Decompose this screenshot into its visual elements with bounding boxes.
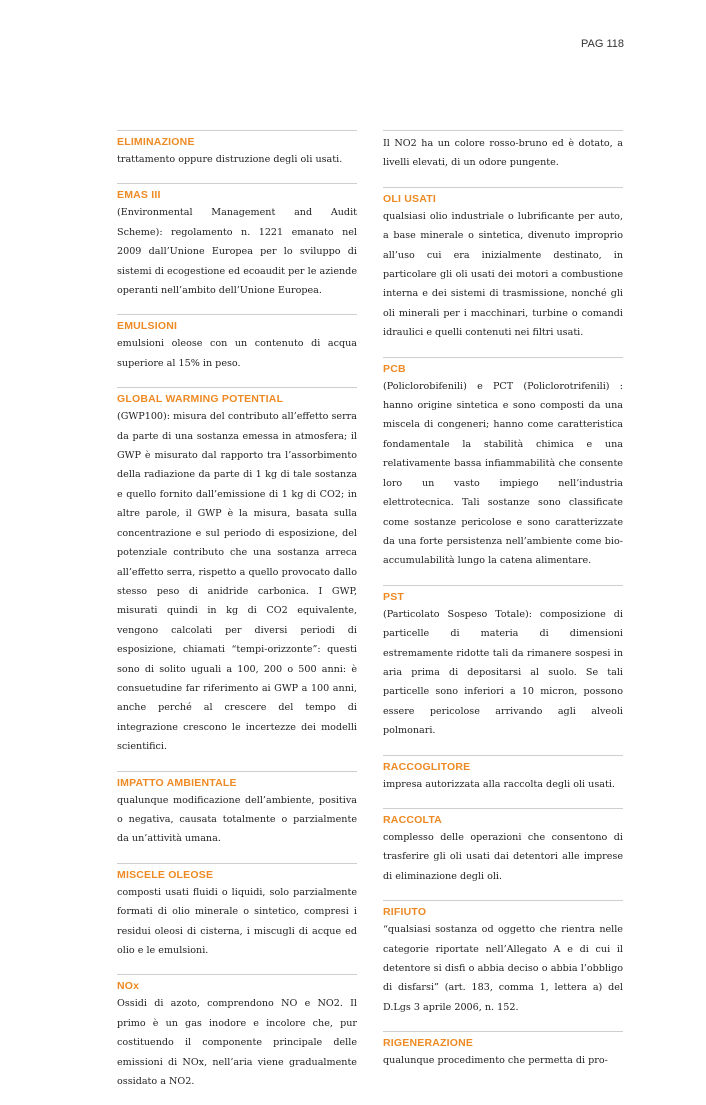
glossary-term: GLOBAL WARMING POTENTIAL xyxy=(117,393,284,406)
page-number: PAG 118 xyxy=(580,38,624,50)
glossary-term: ELIMINAZIONE xyxy=(117,136,195,148)
glossary-term: PCB xyxy=(383,362,406,375)
glossary-entry xyxy=(117,771,357,849)
glossary-entry xyxy=(383,187,623,343)
glossary-term: RIFIUTO xyxy=(383,906,427,919)
glossary-term: OLI USATI xyxy=(383,192,436,205)
glossary-definition: Ossidi di azoto, comprendono NO e NO2. Il primo è un gas inodore e incolore che, pur costituendo il componente principale delle emissioni di NOx, nell’aria viene gradualmente ossidato a NO2. xyxy=(117,998,357,1088)
glossary-entry xyxy=(117,863,357,961)
glossary-entry xyxy=(383,755,623,794)
glossary-definition: emulsioni oleose con un contenuto di acqua superiore al 15% in peso. xyxy=(117,338,357,369)
glossary-definition: (GWP100): misura del contributo all’effetto serra da parte di una sostanza emessa in atmosfera; il GWP è misurato dal rapporto tra l’assorbimento della radiazione da parte di 1 kg di tale sostanza e quello fornito dall’emissione di 1 kg di CO2; in altre parole, il GWP è la misura, basata sulla concentrazione e sul periodo di esposizione, del potenziale contributo che una sostanza arreca all’effetto serra, rispetto a quello provocato dallo stesso peso di anidride carbonica. I GWP, misurati quindi in kg di CO2 equivalente, vengono calcolati per diversi periodi di esposizione, chiamati “tempi-orizzonte”: questi sono di solito uguali a 100, 200 o 500 anni: è consuetudine far riferimento ai GWP a 100 anni, anche perché al crescere del tempo di integrazione crescono le incertezze dei modelli scientifici. xyxy=(117,411,357,753)
glossary-definition: qualunque modificazione dell’ambiente, positiva o negativa, causata totalmente o parzialmente da un’attività umana. xyxy=(117,794,357,845)
glossary-term: EMULSIONI xyxy=(117,320,178,333)
glossary-entry xyxy=(383,357,623,571)
glossary-right-column xyxy=(383,130,623,1085)
glossary-definition: impresa autorizzata alla raccolta degli oli usati. xyxy=(383,778,615,790)
glossary-definition: (Policlorobifenili) e PCT (Policlorotrifenili) : hanno origine sintetica e sono composti da una miscela di congeneri; hanno come caratteristica fondamentale la stabilità chimica e una relativamente bassa infiammabilità che consente loro un vasto impiego nell’industria elettrotecnica. Tali sostanze sono classificate come sostanze pericolose e sono caratterizzate da una forte persistenza nell’ambiente come bio-accumulabilità lungo la catena alimentare. xyxy=(383,380,623,567)
glossary-entry xyxy=(117,974,357,1091)
glossary-entry xyxy=(117,314,357,373)
glossary-definition: (Particolato Sospeso Totale): composizione di particelle di materia di dimensioni estremamente ridotte tali da rimanere sospesi in aria prima di depositarsi al suolo. Se tali particelle sono inferiori a 10 micron, possono essere pericolose arrivando agli alveoli polmonari. xyxy=(383,608,623,737)
glossary-term: EMAS III xyxy=(117,189,161,202)
glossary-definition: qualunque procedimento che permetta di pro- xyxy=(383,1055,608,1067)
glossary-left-column xyxy=(117,130,357,1105)
glossary-definition: (Environmental Management and Audit Scheme): regolamento n. 1221 emanato nel 2009 dall’Unione Europea per lo sviluppo di sistemi di ecogestione ed ecoaudit per le aziende operanti nell’ambito dell’Unione Europea. xyxy=(117,207,357,297)
glossary-definition: trattamento oppure distruzione degli oli usati. xyxy=(117,154,343,165)
glossary-continuation xyxy=(383,130,623,173)
glossary-term: MISCELE OLEOSE xyxy=(117,868,214,881)
glossary-entry xyxy=(383,1031,623,1070)
glossary-definition-continued: Il NO2 ha un colore rosso-bruno ed è dotato, a livelli elevati, di un odore pungente. xyxy=(383,138,623,169)
glossary-definition: qualsiasi olio industriale o lubrificante per auto, a base minerale o sintetica, divenuto improprio all’uso cui era inizialmente destinato, in particolare gli oli usati dei motori a combustione interna e dei sistemi di trasmissione, nonché gli oli minerali per i macchinari, turbine o comandi idraulici e quelli contenuti nei filtri usati. xyxy=(383,210,623,339)
glossary-entry xyxy=(117,387,357,756)
glossary-entry xyxy=(383,585,623,741)
glossary-definition: composti usati fluidi o liquidi, solo parzialmente formati di olio minerale o sintetico, compresi i residui oleosi di cisterna, i miscugli di acque ed olio e le emulsioni. xyxy=(117,886,357,956)
glossary-entry xyxy=(117,130,357,169)
glossary-term: NOx xyxy=(117,980,140,993)
glossary-term: RACCOGLITORE xyxy=(383,760,471,773)
glossary-term: RACCOLTA xyxy=(383,813,442,826)
glossary-entry xyxy=(117,183,357,300)
glossary-definition: “qualsiasi sostanza od oggetto che rientra nelle categorie riportate nell’Allegato A e di cui il detentore si disfi o abbia deciso o abbia l’obbligo di disfarsi” (art. 183, comma 1, lettera a) del D.Lgs 3 aprile 2006, n. 152. xyxy=(383,924,623,1013)
glossary-term: PST xyxy=(383,590,405,603)
glossary-term: RIGENERAZIONE xyxy=(383,1037,474,1050)
glossary-definition: complesso delle operazioni che consentono di trasferire gli oli usati dai detentori alle imprese di eliminazione degli oli. xyxy=(383,831,623,882)
glossary-entry xyxy=(383,808,623,886)
glossary-term: IMPATTO AMBIENTALE xyxy=(117,776,237,789)
